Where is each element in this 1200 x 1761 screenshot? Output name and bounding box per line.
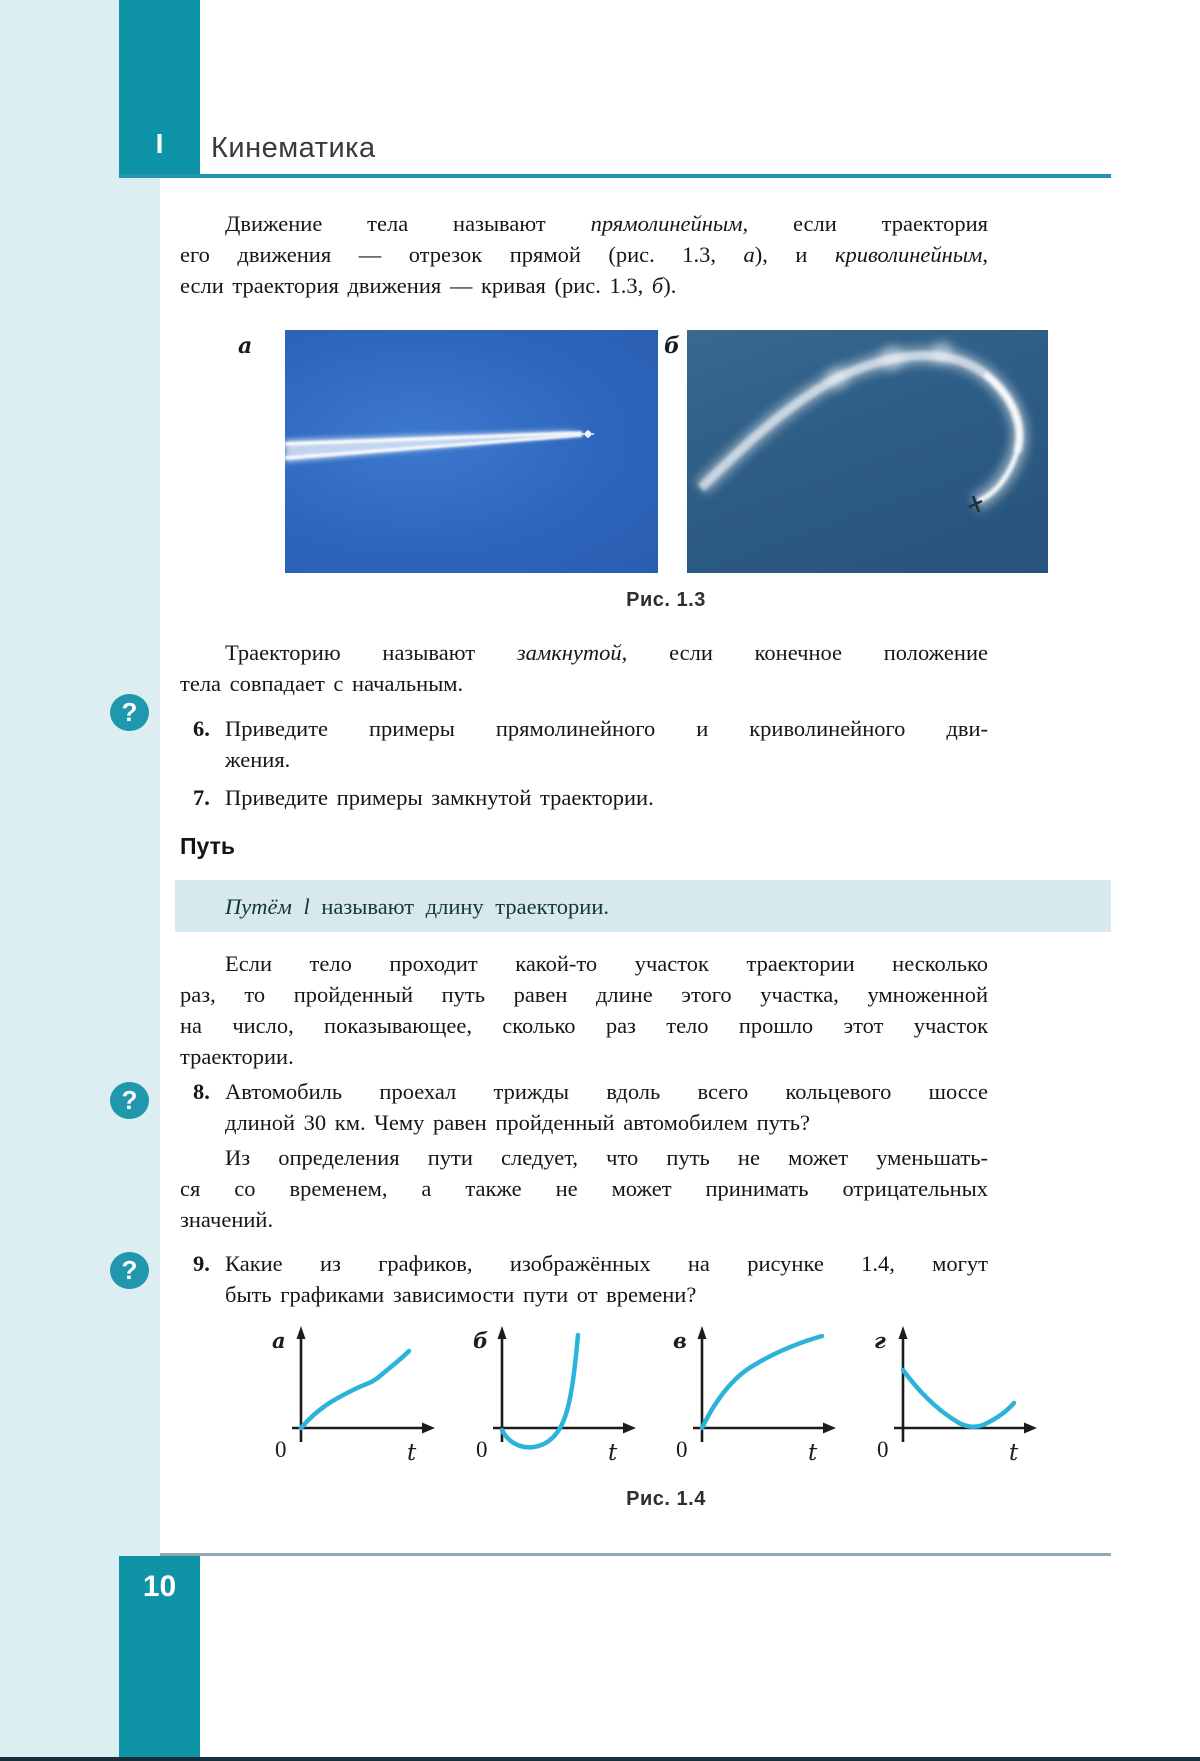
graph-g-origin-label: 0 (877, 1437, 889, 1462)
graph-g-u-curve (871, 1325, 1056, 1470)
question-number: 6. (193, 716, 210, 741)
question-badge-icon: ? (110, 1252, 149, 1289)
text-run: б (651, 273, 664, 298)
text-line: Приведите примеры замкнутой траектории. (225, 785, 654, 810)
header-rule (119, 174, 1111, 178)
text-run: Путём (225, 894, 292, 919)
graph-b-origin-label: 0 (476, 1437, 488, 1462)
graph-b-dip-curve (470, 1325, 655, 1470)
text-run: l (303, 894, 310, 919)
text-line (180, 239, 988, 270)
question-number: 7. (193, 785, 210, 810)
paragraph-path-nonnegative (180, 1142, 988, 1235)
figure-1-3-label-b: б (664, 333, 680, 359)
question-9 (180, 1248, 988, 1310)
graph-g-time-label: t (1009, 1440, 1019, 1466)
text-line (180, 668, 988, 699)
text-run: прямолинейным (590, 211, 743, 236)
question-text (225, 1076, 988, 1138)
graph-b-time-label: t (608, 1440, 618, 1466)
footer-rule (160, 1553, 1111, 1556)
text-line: длиной 30 км. Чему равен пройденный автомобилем путь? (225, 1110, 811, 1135)
question-text (225, 713, 988, 775)
question-6 (180, 713, 988, 775)
text-run: ), и (754, 242, 835, 267)
question-number: 8. (193, 1079, 210, 1104)
text-run: , (982, 242, 988, 267)
left-margin-band-bottom (0, 1556, 119, 1761)
photo-curved-contrail (687, 330, 1048, 573)
text-line (180, 637, 988, 668)
text-run: ). (663, 273, 677, 298)
question-badge-icon: ? (110, 694, 149, 731)
text-run: , если траектория (742, 211, 988, 236)
text-line: быть графиками зависимости пути от времени? (225, 1282, 697, 1307)
graph-a-time-label: t (407, 1440, 417, 1466)
figure-1-3-caption: Рис. 1.3 (626, 589, 706, 611)
text-run: замкнутой (516, 640, 622, 665)
text-line: Какие из графиков, изображённых на рисунке 1.4, могут (225, 1251, 988, 1276)
definition-highlight-box (175, 880, 1111, 932)
question-text (225, 782, 988, 813)
text-run: а (743, 242, 755, 267)
text-line: Приведите примеры прямолинейного и криволинейного дви- (225, 716, 988, 741)
text-line: Автомобиль проехал трижды вдоль всего кольцевого шоссе (225, 1079, 988, 1104)
text-run: Движение тела называют (225, 211, 591, 236)
text-line: раз, то пройденный путь равен длине этого участка, умноженной (180, 982, 988, 1007)
graph-v-origin-label: 0 (676, 1437, 688, 1462)
curved-contrail-drawing (687, 330, 1048, 573)
graph-a-origin-label: 0 (275, 1437, 287, 1462)
graph-v-time-label: t (808, 1440, 818, 1466)
question-8 (180, 1076, 988, 1138)
text-line: значений. (180, 1207, 274, 1232)
text-run: называют длину траектории. (309, 894, 610, 919)
text-line: траектории. (180, 1044, 294, 1069)
text-run: Траекторию называют (225, 640, 517, 665)
text-line: ся со временем, а также не может принимать отрицательных (180, 1176, 988, 1201)
text-line: жения. (225, 747, 291, 772)
question-7 (180, 782, 988, 813)
paragraph-closed-trajectory (180, 637, 988, 699)
paragraph-repeated-section (180, 948, 988, 1072)
question-number: 9. (193, 1251, 210, 1276)
page-number: 10 (142, 1570, 177, 1603)
text-line: Если тело проходит какой-то участок траектории несколько (225, 951, 988, 976)
part-number-label: I (155, 128, 164, 159)
left-margin-band (0, 0, 160, 1556)
chapter-title: Кинематика (211, 132, 376, 164)
text-run: криволинейным (834, 242, 983, 267)
text-line: на число, показывающее, сколько раз тело прошло этот участок (180, 1013, 988, 1038)
text-run: его движения — отрезок прямой (рис. 1.3, (180, 242, 744, 267)
figure-1-3-label-a: а (238, 333, 253, 359)
question-text (225, 1248, 988, 1310)
figure-1-4-caption: Рис. 1.4 (626, 1488, 706, 1510)
graph-g-label: г (874, 1328, 886, 1353)
graph-a-s-curve (269, 1325, 454, 1470)
graph-a-label: а (272, 1328, 286, 1353)
text-run: , если конечное положение (621, 640, 988, 665)
graph-v-label: в (673, 1328, 687, 1353)
text-run: если траектория движения — кривая (рис. 1.3, (180, 273, 652, 298)
section-heading-path: Путь (180, 833, 236, 859)
text-line (180, 208, 988, 239)
definition-text (175, 880, 1111, 922)
graph-v-concave-curve (670, 1325, 855, 1470)
text-run (292, 894, 304, 919)
photo-straight-contrail (285, 330, 658, 573)
question-badge-icon: ? (110, 1082, 149, 1119)
paragraph-straight-curved-motion (180, 208, 988, 301)
text-line (180, 270, 988, 301)
page-bottom-edge (0, 1757, 1200, 1761)
straight-contrail-drawing (285, 330, 658, 573)
text-line: Из определения пути следует, что путь не может уменьшать- (225, 1145, 988, 1170)
text-run: тела совпадает с начальным. (180, 671, 464, 696)
graph-b-label: б (473, 1328, 489, 1353)
